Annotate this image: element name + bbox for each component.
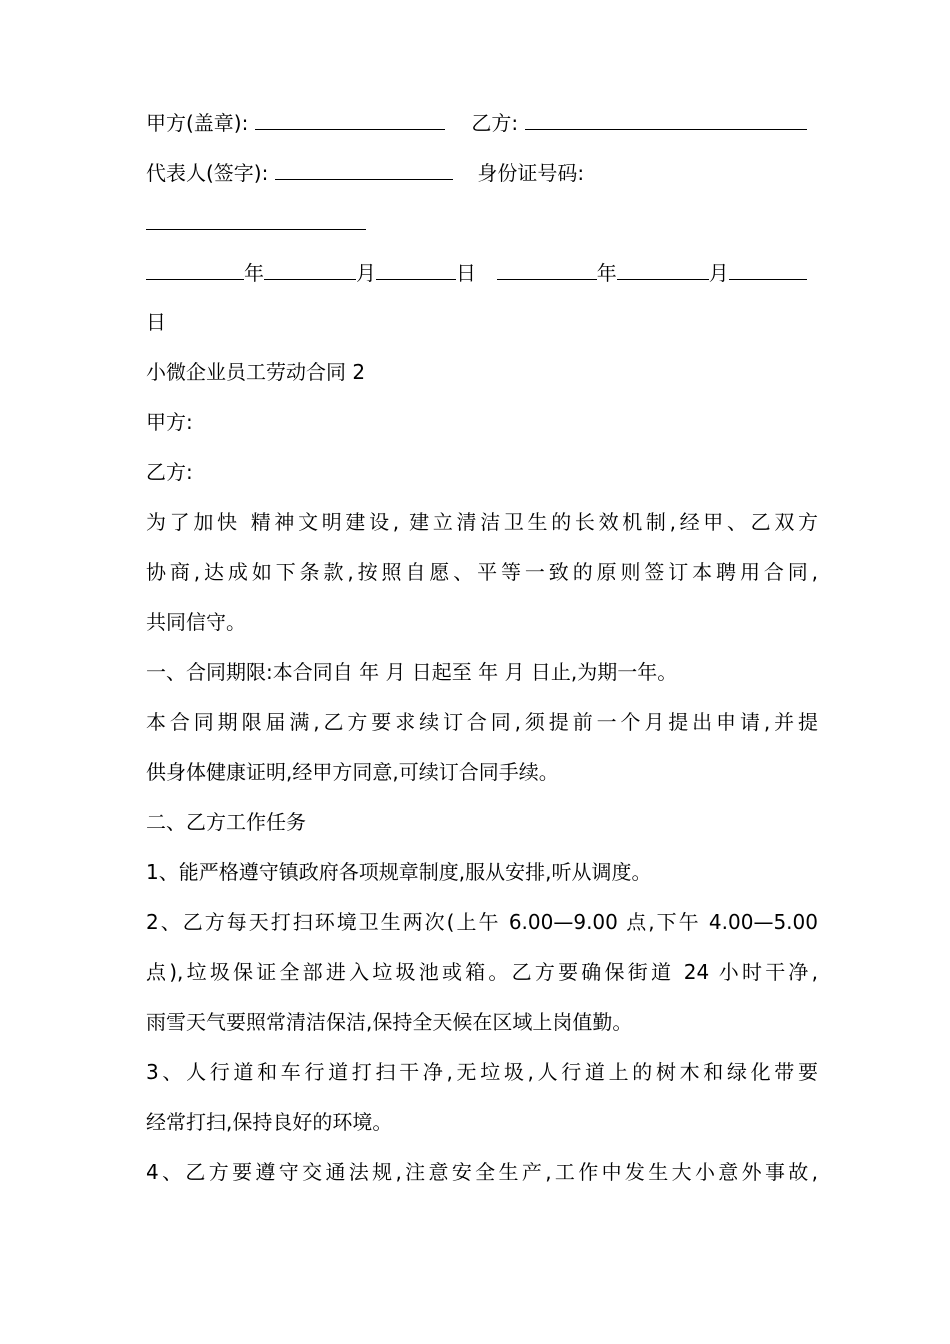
- signature-row-parties: [146, 109, 807, 135]
- signature-row-dates: [146, 259, 807, 285]
- date-a-year-blank: [146, 259, 244, 280]
- party-a-line: 甲方:: [146, 410, 193, 434]
- date-a-year-label: 年: [244, 261, 264, 285]
- representative-blank: [275, 159, 453, 180]
- signature-row-day-wrap: [146, 309, 166, 335]
- signature-row-representative: [146, 159, 584, 185]
- date-b-day-label: 日: [146, 310, 166, 334]
- date-b-year-label: 年: [596, 261, 617, 285]
- intro-line-1: 为了加快 精神文明建设, 建立清洁卫生的长效机制,经甲、乙双方: [146, 510, 818, 534]
- party-a-seal-label: 甲方(盖章):: [146, 111, 249, 135]
- party-b-label: 乙方:: [471, 111, 519, 135]
- intro-line-3: 共同信守。: [146, 610, 246, 634]
- party-a-seal-blank: [255, 109, 445, 130]
- date-b-month-blank: [617, 259, 709, 280]
- term-line-1: 一、合同期限:本合同自 年 月 日起至 年 月 日止,为期一年。: [146, 660, 678, 684]
- item-3-line-2: 经常打扫,保持良好的环境。: [146, 1110, 393, 1134]
- date-a-month-label: 月: [356, 261, 376, 285]
- id-number-blank: [146, 209, 366, 230]
- item-2-line-2: 点),垃圾保证全部进入垃圾池或箱。乙方要确保街道 24 小时干净,: [146, 960, 818, 984]
- signature-row-id-number: [146, 209, 366, 235]
- date-b-day-blank: [729, 259, 807, 280]
- date-b-month-label: 月: [708, 261, 729, 285]
- item-3-line-1: 3、人行道和车行道打扫干净,无垃圾,人行道上的树木和绿化带要: [146, 1060, 818, 1084]
- contract-title: 小微企业员工劳动合同 2: [146, 360, 366, 384]
- date-a-month-blank: [264, 259, 356, 280]
- id-number-label: 身份证号码:: [477, 161, 585, 185]
- item-2-line-1: 2、乙方每天打扫环境卫生两次(上午 6.00—9.00 点,下午 4.00—5.00: [146, 910, 818, 934]
- term-line-2: 本合同期限届满,乙方要求续订合同,须提前一个月提出申请,并提: [146, 710, 818, 734]
- term-line-3: 供身体健康证明,经甲方同意,可续订合同手续。: [146, 760, 559, 784]
- item-2-line-3: 雨雪天气要照常清洁保洁,保持全天候在区域上岗值勤。: [146, 1010, 633, 1034]
- section-2-title: 二、乙方工作任务: [146, 810, 306, 834]
- party-b-line: 乙方:: [146, 460, 193, 484]
- representative-label: 代表人(签字):: [146, 161, 269, 185]
- date-b-year-blank: [497, 259, 597, 280]
- party-b-blank: [525, 109, 807, 130]
- date-a-day-label: 日: [456, 261, 476, 285]
- item-1: 1、能严格遵守镇政府各项规章制度,服从安排,听从调度。: [146, 860, 652, 884]
- intro-line-2: 协商,达成如下条款,按照自愿、平等一致的原则签订本聘用合同,: [146, 560, 818, 584]
- item-4-line-1: 4、乙方要遵守交通法规,注意安全生产,工作中发生大小意外事故,: [146, 1160, 818, 1184]
- date-a-day-blank: [376, 259, 456, 280]
